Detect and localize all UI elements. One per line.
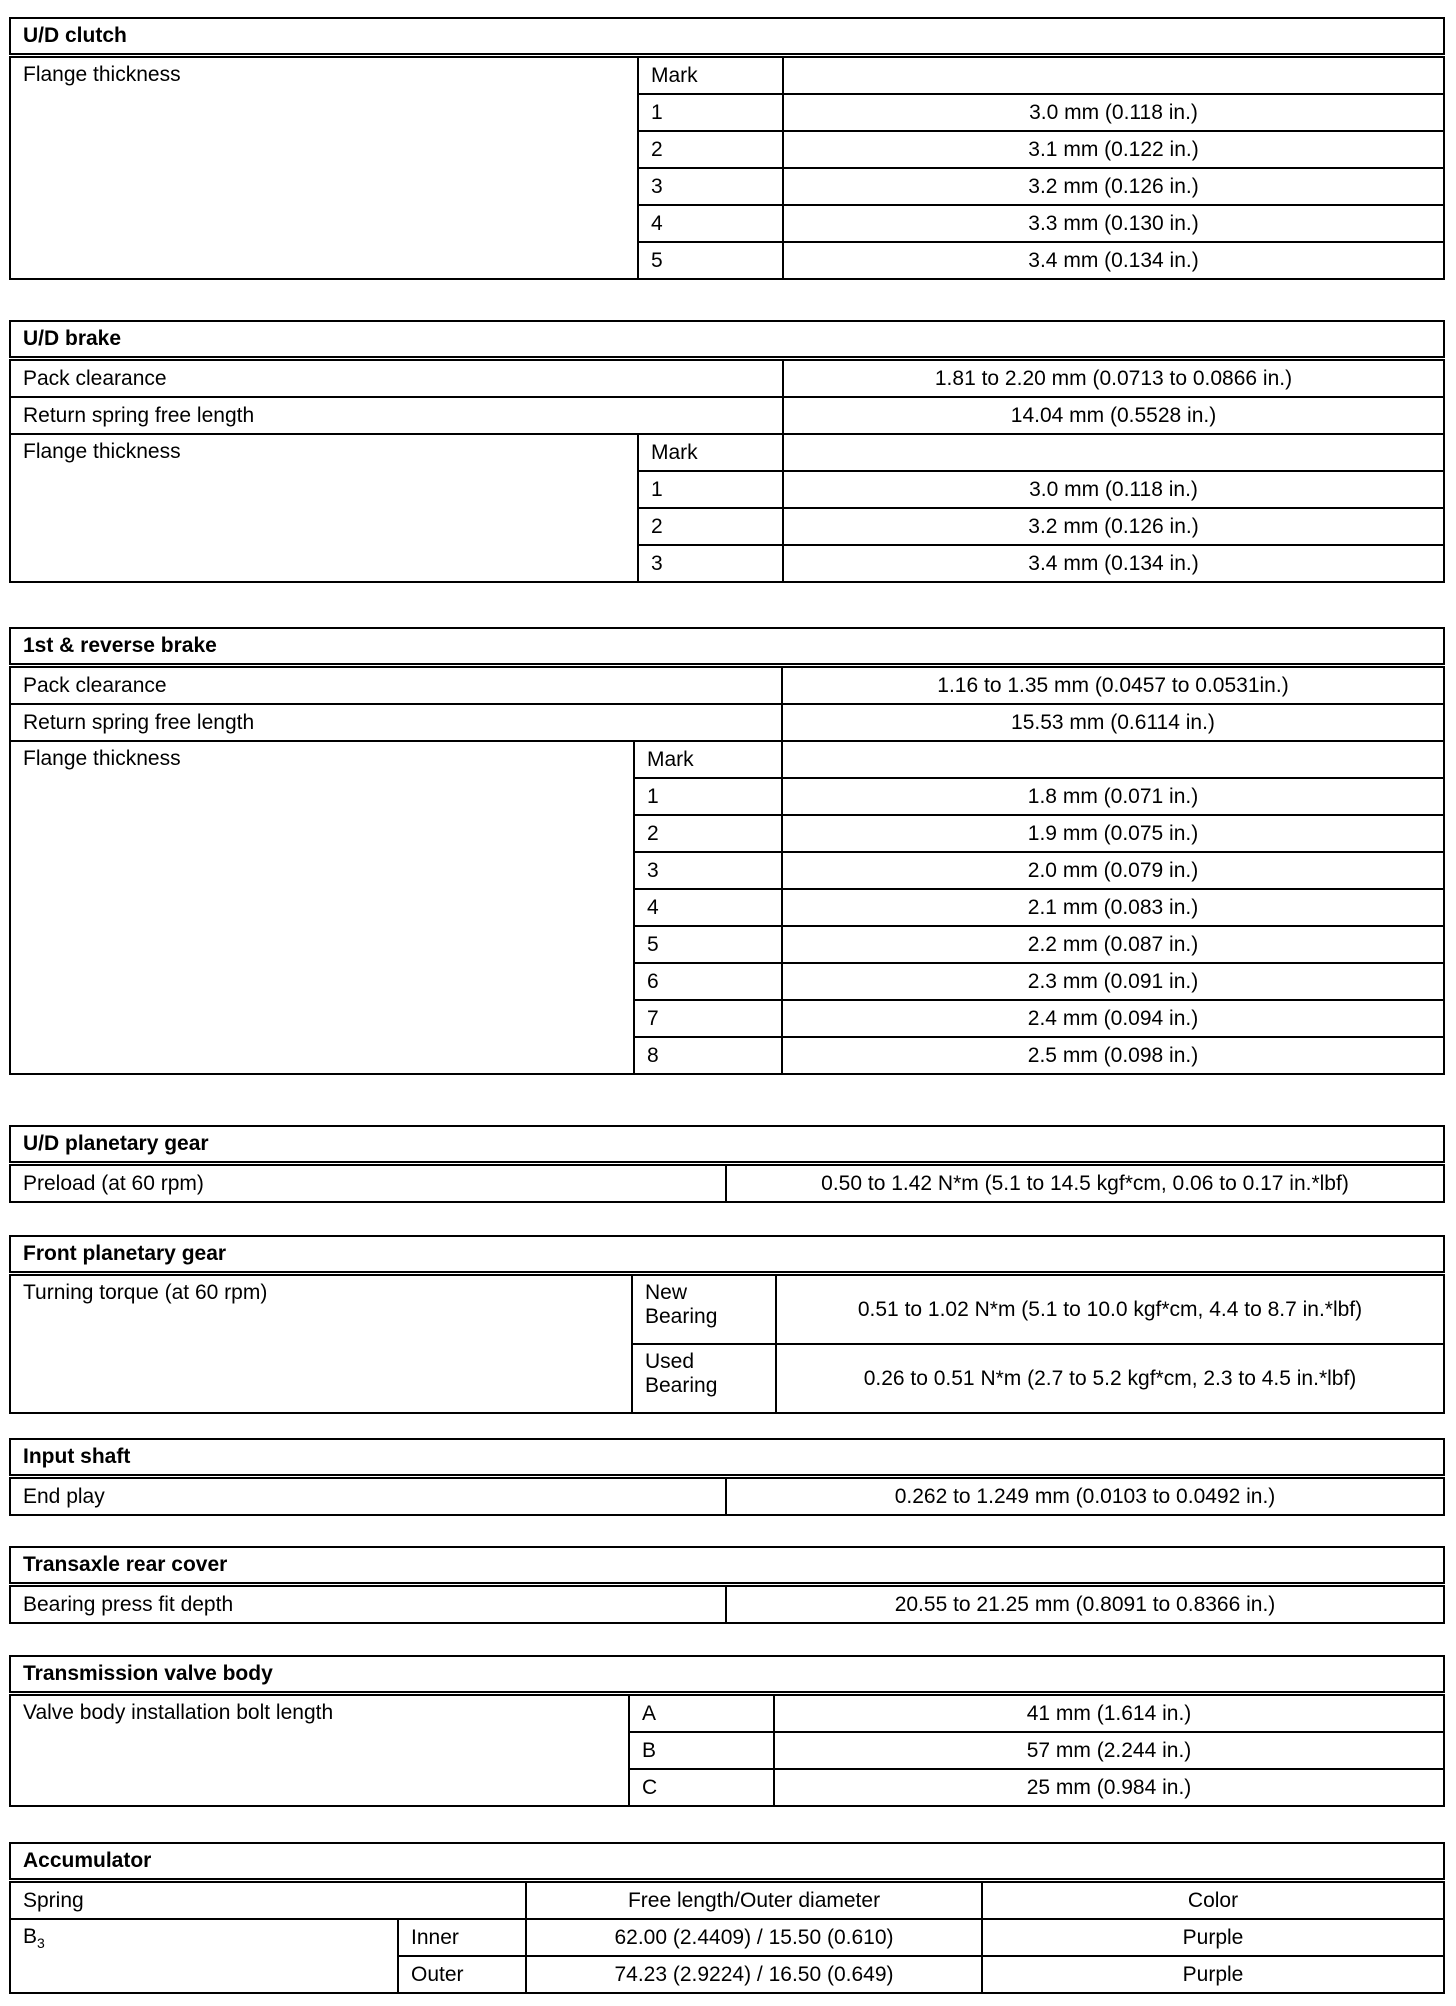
value-cell: 3.0 mm (0.118 in.) <box>783 94 1444 131</box>
section-title: U/D brake <box>10 321 1444 359</box>
value-cell: 3.2 mm (0.126 in.) <box>783 168 1444 205</box>
position-cell: Inner <box>398 1919 526 1956</box>
end-play-label: End play <box>10 1477 726 1516</box>
mark-cell: 2 <box>634 815 782 852</box>
first-reverse-brake-table <box>9 627 1445 1075</box>
end-play-value: 0.262 to 1.249 mm (0.0103 to 0.0492 in.) <box>726 1477 1444 1516</box>
value-cell: 1.8 mm (0.071 in.) <box>782 778 1444 815</box>
section-title: U/D planetary gear <box>10 1126 1444 1164</box>
mark-cell: 5 <box>638 242 783 279</box>
press-fit-depth-value: 20.55 to 21.25 mm (0.8091 to 0.8366 in.) <box>726 1585 1444 1624</box>
mark-cell: 7 <box>634 1000 782 1037</box>
value-cell: 2.3 mm (0.091 in.) <box>782 963 1444 1000</box>
press-fit-depth-label: Bearing press fit depth <box>10 1585 726 1624</box>
condition-cell <box>632 1274 776 1345</box>
section-title: 1st & reverse brake <box>10 628 1444 666</box>
mark-cell: C <box>629 1769 774 1806</box>
mark-cell: 3 <box>638 545 783 582</box>
section-title: Transmission valve body <box>10 1656 1444 1694</box>
return-spring-label: Return spring free length <box>10 397 783 434</box>
mark-cell: 4 <box>638 205 783 242</box>
value-cell: 57 mm (2.244 in.) <box>774 1732 1444 1769</box>
color-header: Color <box>982 1881 1444 1920</box>
value-cell: 2.2 mm (0.087 in.) <box>782 926 1444 963</box>
empty-cell <box>783 434 1444 471</box>
flange-thickness-label: Flange thickness <box>10 56 638 280</box>
ud-planetary-gear-table <box>9 1125 1445 1203</box>
mark-cell: 5 <box>634 926 782 963</box>
ud-clutch-table <box>9 17 1445 280</box>
dims-header: Free length/Outer diameter <box>526 1881 982 1920</box>
condition-line: New <box>645 1281 688 1304</box>
value-cell: 3.0 mm (0.118 in.) <box>783 471 1444 508</box>
table-row <box>10 1919 1444 1956</box>
value-cell: 3.4 mm (0.134 in.) <box>783 242 1444 279</box>
empty-cell <box>782 741 1444 778</box>
table-row <box>10 1694 1444 1733</box>
condition-cell <box>632 1344 776 1413</box>
condition-line: Bearing <box>645 1305 718 1328</box>
mark-cell: 2 <box>638 508 783 545</box>
condition-line: Bearing <box>645 1374 718 1397</box>
return-spring-value: 14.04 mm (0.5528 in.) <box>783 397 1444 434</box>
mark-cell: 8 <box>634 1037 782 1074</box>
mark-cell: B <box>629 1732 774 1769</box>
spring-header: Spring <box>10 1881 526 1920</box>
section-title: Accumulator <box>10 1843 1444 1881</box>
preload-value: 0.50 to 1.42 N*m (5.1 to 14.5 kgf*cm, 0.06 to 0.17 in.*lbf) <box>726 1164 1444 1203</box>
color-cell: Purple <box>982 1956 1444 1993</box>
flange-thickness-label: Flange thickness <box>10 741 634 1074</box>
value-cell: 2.4 mm (0.094 in.) <box>782 1000 1444 1037</box>
value-cell: 2.0 mm (0.079 in.) <box>782 852 1444 889</box>
mark-cell: 1 <box>638 471 783 508</box>
condition-line: Used <box>645 1350 695 1373</box>
value-cell: 0.51 to 1.02 N*m (5.1 to 10.0 kgf*cm, 4.4 to 8.7 in.*lbf) <box>776 1274 1444 1345</box>
section-title: Transaxle rear cover <box>10 1547 1444 1585</box>
rear-cover-table <box>9 1546 1445 1624</box>
flange-thickness-label: Flange thickness <box>10 434 638 582</box>
accumulator-table <box>9 1842 1445 1994</box>
bolt-length-label: Valve body installation bolt length <box>10 1694 629 1807</box>
value-cell: 25 mm (0.984 in.) <box>774 1769 1444 1806</box>
input-shaft-table <box>9 1438 1445 1516</box>
spring-subscript: 3 <box>37 1935 45 1952</box>
pack-clearance-value: 1.16 to 1.35 mm (0.0457 to 0.0531in.) <box>782 666 1444 705</box>
valve-body-table <box>9 1655 1445 1807</box>
value-cell: 41 mm (1.614 in.) <box>774 1694 1444 1733</box>
section-title: Input shaft <box>10 1439 1444 1477</box>
dims-cell: 62.00 (2.4409) / 15.50 (0.610) <box>526 1919 982 1956</box>
value-cell: 3.2 mm (0.126 in.) <box>783 508 1444 545</box>
spring-id-cell <box>10 1919 398 1993</box>
color-cell: Purple <box>982 1919 1444 1956</box>
return-spring-label: Return spring free length <box>10 704 782 741</box>
mark-cell: 6 <box>634 963 782 1000</box>
preload-label: Preload (at 60 rpm) <box>10 1164 726 1203</box>
mark-header: Mark <box>634 741 782 778</box>
value-cell: 3.3 mm (0.130 in.) <box>783 205 1444 242</box>
value-cell: 3.1 mm (0.122 in.) <box>783 131 1444 168</box>
value-cell: 1.9 mm (0.075 in.) <box>782 815 1444 852</box>
mark-cell: A <box>629 1694 774 1733</box>
value-cell: 3.4 mm (0.134 in.) <box>783 545 1444 582</box>
section-title: U/D clutch <box>10 18 1444 56</box>
value-cell: 2.5 mm (0.098 in.) <box>782 1037 1444 1074</box>
mark-header: Mark <box>638 434 783 471</box>
turning-torque-label: Turning torque (at 60 rpm) <box>10 1274 632 1414</box>
position-cell: Outer <box>398 1956 526 1993</box>
mark-cell: 2 <box>638 131 783 168</box>
pack-clearance-label: Pack clearance <box>10 359 783 398</box>
mark-cell: 1 <box>638 94 783 131</box>
dims-cell: 74.23 (2.9224) / 16.50 (0.649) <box>526 1956 982 1993</box>
mark-cell: 3 <box>634 852 782 889</box>
table-row <box>10 1274 1444 1345</box>
pack-clearance-value: 1.81 to 2.20 mm (0.0713 to 0.0866 in.) <box>783 359 1444 398</box>
return-spring-value: 15.53 mm (0.6114 in.) <box>782 704 1444 741</box>
front-planetary-gear-table <box>9 1235 1445 1414</box>
mark-header: Mark <box>638 56 783 95</box>
pack-clearance-label: Pack clearance <box>10 666 782 705</box>
value-cell: 2.1 mm (0.083 in.) <box>782 889 1444 926</box>
mark-cell: 4 <box>634 889 782 926</box>
ud-brake-table <box>9 320 1445 583</box>
empty-cell <box>783 56 1444 95</box>
mark-cell: 3 <box>638 168 783 205</box>
value-cell: 0.26 to 0.51 N*m (2.7 to 5.2 kgf*cm, 2.3 to 4.5 in.*lbf) <box>776 1344 1444 1413</box>
mark-cell: 1 <box>634 778 782 815</box>
spring-letter: B <box>23 1925 38 1948</box>
section-title: Front planetary gear <box>10 1236 1444 1274</box>
